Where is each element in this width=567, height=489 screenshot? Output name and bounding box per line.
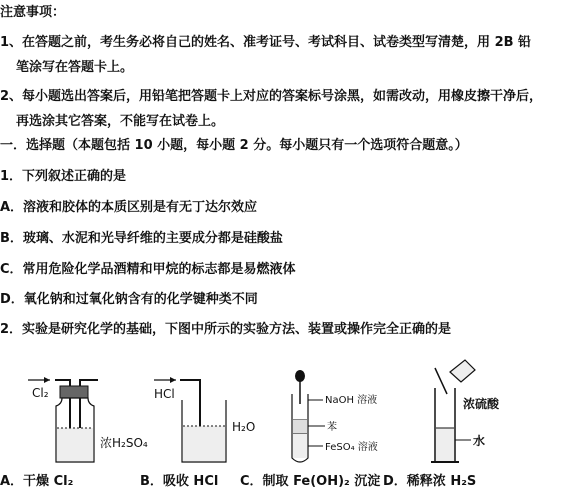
question-1-option-a: A．溶液和胶体的本质区别是有无丁达尔效应 bbox=[0, 200, 258, 215]
question-2-stem: 2．实验是研究化学的基础，下图中所示的实验方法、装置或操作完全正确的是 bbox=[0, 322, 452, 337]
figure-c-caption: C．制取 Fe(OH)₂ 沉淀 bbox=[240, 474, 381, 489]
section-title: 一．选择题（本题包括 10 小题，每小题 2 分。每小题只有一个选项符合题意。） bbox=[0, 138, 468, 153]
graduated-cylinder-drawing bbox=[405, 358, 565, 468]
question-1-option-b: B．玻璃、水泥和光导纤维的主要成分都是硅酸盐 bbox=[0, 231, 283, 246]
question-2-figures bbox=[0, 358, 567, 489]
figure-a-gas-label: Cl₂ bbox=[32, 386, 49, 400]
figure-d-acid-label: 浓硫酸 bbox=[463, 397, 500, 411]
note-2-line-1: 2、每小题选出答案后，用铅笔把答题卡上对应的答案标号涂黑，如需改动，用橡皮擦干净后， bbox=[0, 89, 543, 104]
figure-b bbox=[140, 358, 265, 468]
figure-b-caption: B．吸收 HCl bbox=[140, 474, 219, 489]
question-1-option-d: D．氧化钠和过氧化钠含有的化学键种类不同 bbox=[0, 292, 258, 307]
question-1-option-c: C．常用危险化学品酒精和甲烷的标志都是易燃液体 bbox=[0, 262, 296, 277]
note-1-line-1: 1、在答题之前，考生务必将自己的姓名、准考证号、考试科目、试卷类型写清楚，用 2B 铅 bbox=[0, 35, 532, 50]
figure-c-middle-layer-label: 苯 bbox=[327, 422, 337, 433]
note-1-line-2: 笔涂写在答题卡上。 bbox=[16, 60, 134, 75]
question-1-stem: 1．下列叙述正确的是 bbox=[0, 169, 127, 184]
figure-c-top-layer-label: NaOH 溶液 bbox=[325, 395, 378, 406]
figure-b-gas-label: HCl bbox=[154, 387, 175, 401]
figure-d-water-label: 水 bbox=[473, 434, 486, 448]
figure-c bbox=[265, 358, 400, 468]
figure-d-caption: D．稀释浓 H₂S bbox=[383, 474, 477, 489]
figure-d bbox=[405, 358, 565, 468]
gas-washing-bottle-drawing bbox=[0, 358, 140, 468]
figure-c-bottom-layer-label: FeSO₄ 溶液 bbox=[325, 442, 378, 453]
notes-heading: 注意事项： bbox=[0, 5, 66, 20]
figure-b-liquid-label: H₂O bbox=[232, 420, 256, 434]
figure-a-reagent-label: 浓H₂SO₄ bbox=[100, 436, 148, 450]
beaker-drawing bbox=[140, 358, 265, 468]
figure-a bbox=[0, 358, 148, 468]
note-2-line-2: 再选涂其它答案，不能写在试卷上。 bbox=[16, 114, 225, 129]
figure-a-caption: A．干燥 Cl₂ bbox=[0, 474, 74, 489]
